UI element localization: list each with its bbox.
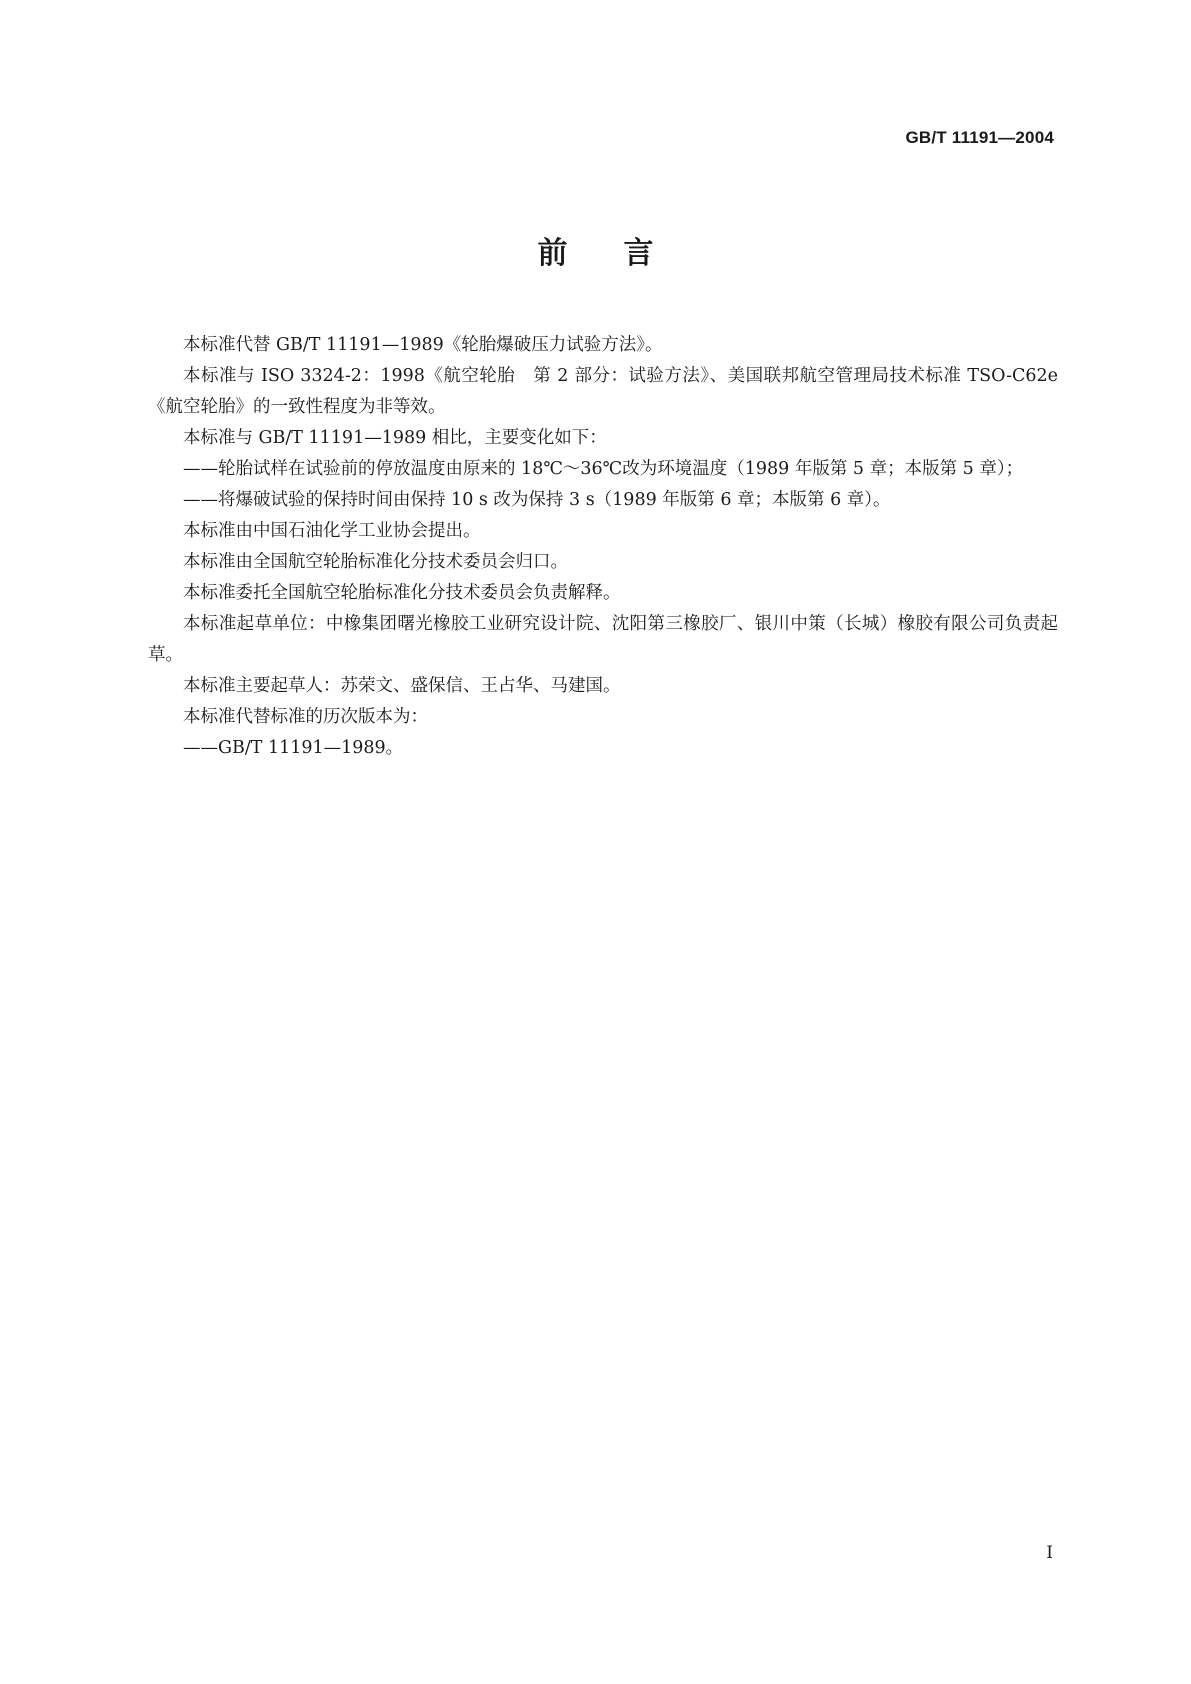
- paragraph-previous-versions: 本标准代替标准的历次版本为：: [183, 707, 428, 727]
- paragraph-centralized-by: 本标准由全国航空轮胎标准化分技术委员会归口。: [183, 552, 568, 572]
- previous-version-item: ——GB/T 11191—1989。: [183, 738, 404, 758]
- page-title: 前言: [537, 236, 710, 271]
- paragraph-proposed-by: 本标准由中国石油化学工业协会提出。: [183, 521, 481, 541]
- paragraph-drafting-units: 本标准起草单位：中橡集团曙光橡胶工业研究设计院、沈阳第三橡胶厂、银川中策（长城）橡胶有限公司负责起草。: [148, 614, 1058, 665]
- paragraph-changes-intro: 本标准与 GB/T 11191—1989 相比，主要变化如下：: [183, 428, 607, 448]
- paragraph-replaces: 本标准代替 GB/T 11191—1989《轮胎爆破压力试验方法》。: [183, 335, 663, 355]
- paragraph-interpreted-by: 本标准委托全国航空轮胎标准化分技术委员会负责解释。: [183, 583, 621, 603]
- change-item-hold-time: ——将爆破试验的保持时间由保持 10 s 改为保持 3 s（1989 年版第 6 章；本版第 6 章）。: [183, 490, 891, 510]
- page-number: I: [1046, 1543, 1053, 1563]
- foreword-body: [148, 330, 1058, 764]
- change-item-temperature: ——轮胎试样在试验前的停放温度由原来的 18℃～36℃改为环境温度（1989 年版第 5 章；本版第 5 章）；: [183, 459, 1024, 479]
- paragraph-equivalence: 本标准与 ISO 3324-2：1998《航空轮胎 第 2 部分：试验方法》、美国联邦航空管理局技术标准 TSO-C62e《航空轮胎》的一致性程度为非等效。: [148, 366, 1058, 417]
- paragraph-drafters: 本标准主要起草人：苏荣文、盛保信、王占华、马建国。: [183, 676, 621, 696]
- standard-number: GB/T 11191—2004: [905, 128, 1054, 147]
